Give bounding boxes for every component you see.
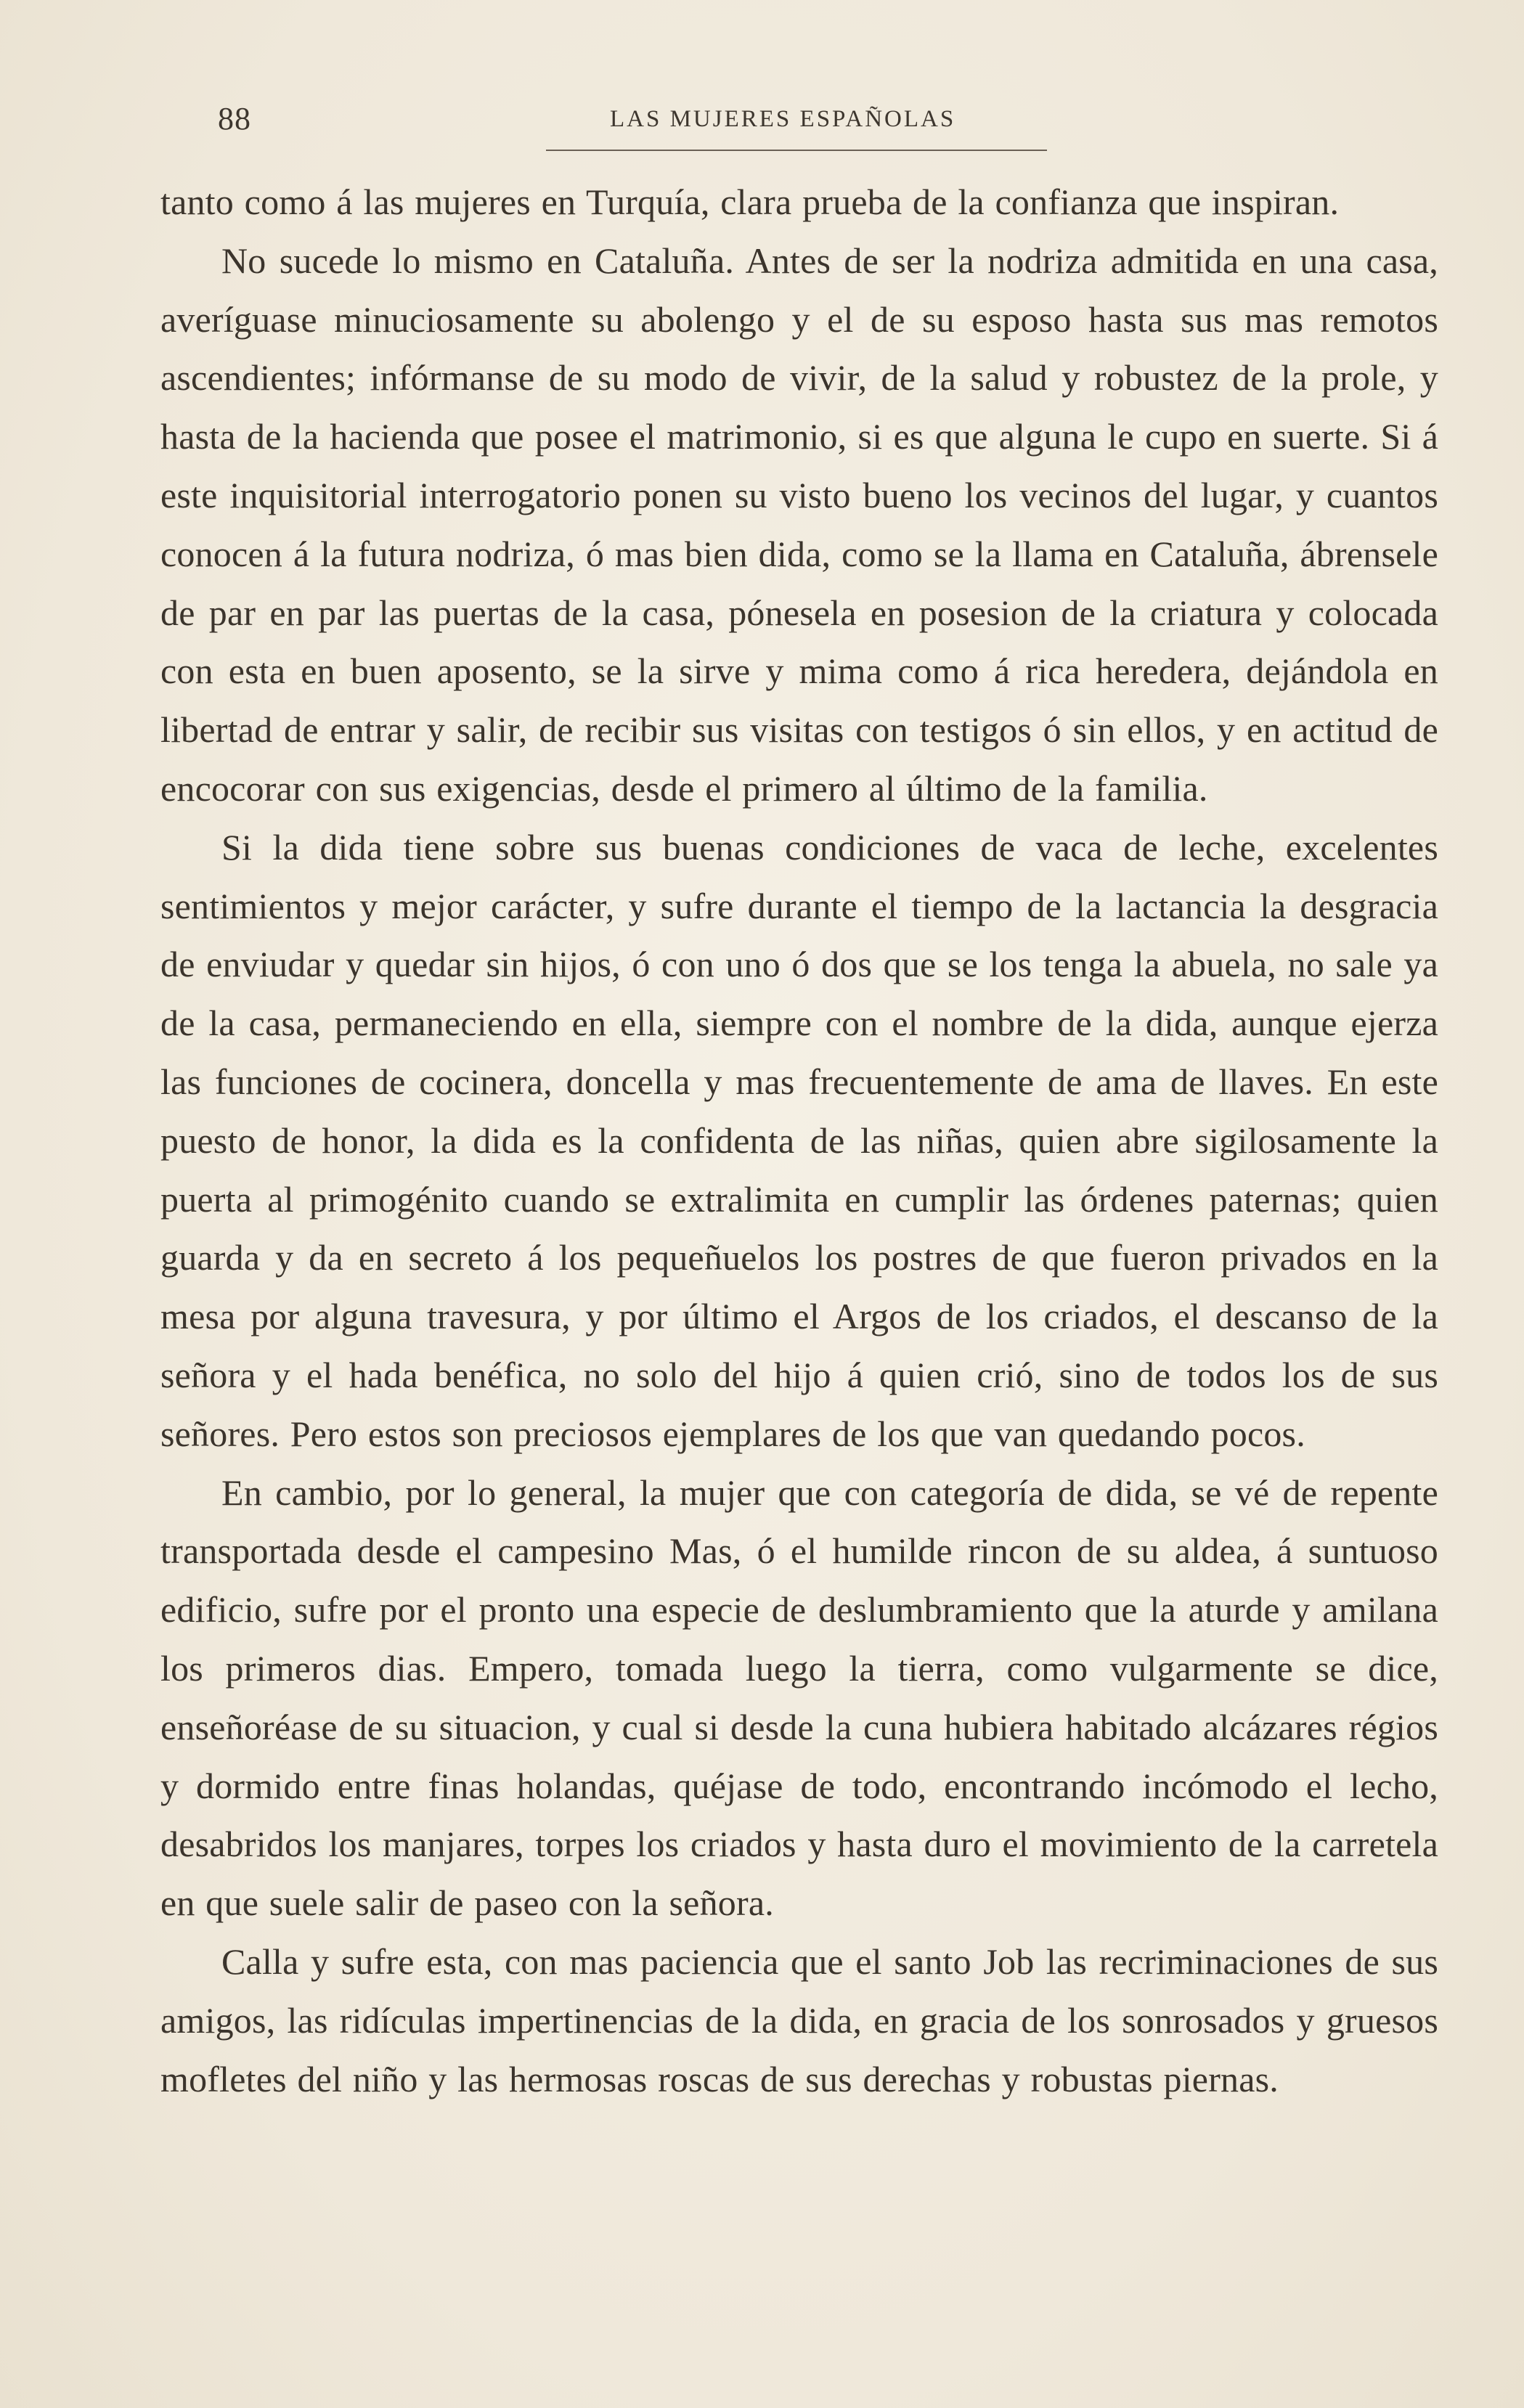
header-rule (546, 150, 1047, 151)
paragraph: Calla y sufre esta, con mas paciencia que el santo Job las recriminaciones de sus amigos, las ridículas impertinencias de la dida, en gracia de los sonrosados y gruesos mofletes del niño y las hermosas roscas de sus derechas y robustas piernas. (160, 1940, 1438, 2099)
paragraph-continued: tanto como á las mujeres en Turquía, clara prueba de la confianza que inspiran. (160, 181, 1340, 222)
paragraph: En cambio, por lo general, la mujer que con categoría de dida, se vé de repente transportada desde el campesino Mas, ó el humilde rincon de su aldea, á suntuoso edificio, sufre por el pronto una especie de deslumbramiento que la aturde y amilana los primeros dias. Empero, tomada luego la tierra, como vulgarmente se dice, enseñoréase de su situacion, y cual si desde la cuna hubiera habitado alcázares régios y dormido entre finas holandas, quéjase de todo, encontrando incómodo el lecho, desabridos los manjares, torpes los criados y hasta duro el movimiento de la carretela en que suele salir de paseo con la señora. (160, 1472, 1438, 1924)
page-number: 88 (218, 101, 251, 136)
paragraph: Si la dida tiene sobre sus buenas condiciones de vaca de leche, excelentes sentimientos y mejor carácter, y sufre durante el tiempo de la lactancia la desgracia de enviudar y quedar sin hijos, ó con uno ó dos que se los tenga la abuela, no sale ya de la casa, permaneciendo en ella, siempre con el nombre de la dida, aunque ejerza las funciones de cocinera, doncella y mas frecuentemente de ama de llaves. En este puesto de honor, la dida es la confidenta de las niñas, quien abre sigilosamente la puerta al primogénito cuando se extralimita en cumplir las órdenes paternas; quien guarda y da en secreto á los pequeñuelos los postres de que fueron privados en la mesa por alguna travesura, y por último el Argos de los criados, el descanso de la señora y el hada benéfica, no solo del hijo á quien crió, sino de todos los de sus señores. Pero estos son preciosos ejemplares de los que van quedando pocos. (160, 826, 1438, 1454)
paragraph: No sucede lo mismo en Cataluña. Antes de ser la nodriza admitida en una casa, averíguase minuciosamente su abolengo y el de su esposo hasta sus mas remotos ascendientes; infórmanse de su modo de vivir, de la salud y robustez de la prole, y hasta de la hacienda que posee el matrimonio, si es que alguna le cupo en suerte. Si á este inquisitorial interrogatorio ponen su visto bueno los vecinos del lugar, y cuantos conocen á la futura nodriza, ó mas bien dida, como se la llama en Cataluña, ábrensele de par en par las puertas de la casa, pónesela en posesion de la criatura y colocada con esta en buen aposento, se la sirve y mima como á rica heredera, dejándola en libertad de entrar y salir, de recibir sus visitas con testigos ó sin ellos, y en actitud de encocorar con sus exigencias, desde el primero al último de la familia. (160, 240, 1438, 809)
page-header (218, 100, 1452, 144)
body-text (160, 173, 1438, 2108)
running-head: LAS MUJERES ESPAÑOLAS (610, 106, 956, 132)
